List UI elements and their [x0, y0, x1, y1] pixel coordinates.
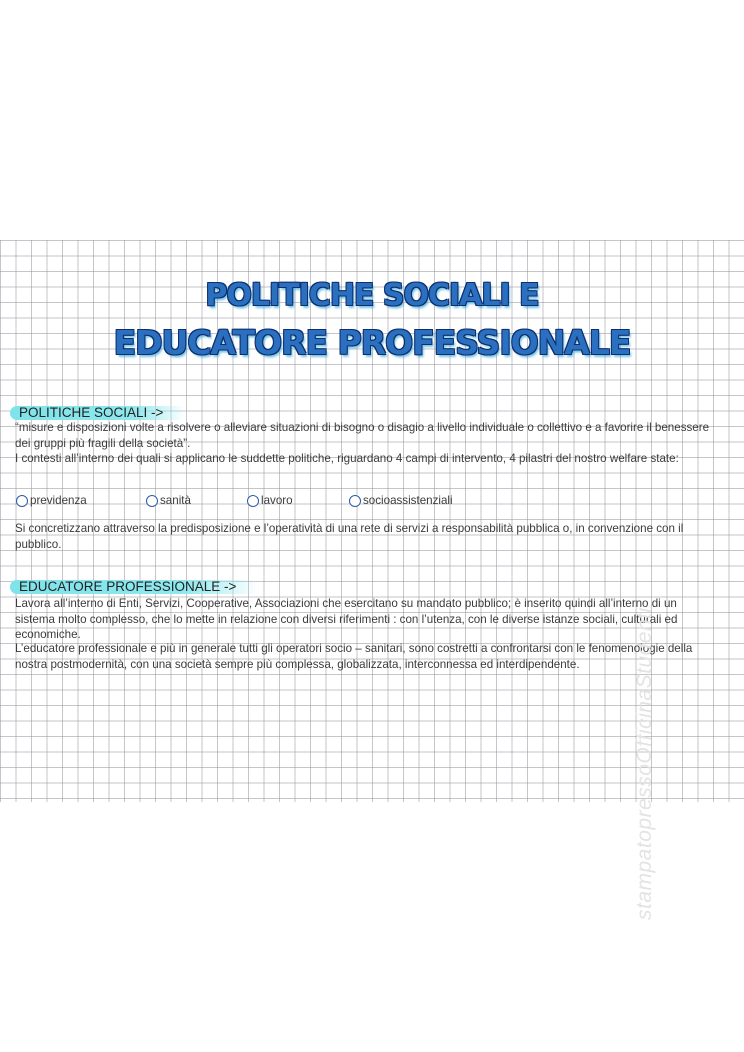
option-socioassistenziali: [349, 493, 453, 508]
option-label: previdenza: [30, 494, 87, 507]
title-line-2: EDUCATORE PROFESSIONALE: [113, 323, 631, 362]
option-label: lavoro: [261, 494, 293, 507]
circle-icon: [247, 495, 259, 507]
circle-icon: [16, 495, 28, 507]
postmodernity-paragraph: L’educatore professionale e più in generale tutti gli operatori socio – sanitari, sono costretti a confrontarsi con le fenomenologie della nostra postmodernità, con una società sempre più complessa, globalizzata, interconnessa ed interdipendente.: [15, 642, 693, 671]
section-label-educatore-professionale: EDUCATORE PROFESSIONALE ->: [10, 580, 258, 594]
title-line-1: POLITICHE SOCIALI E: [205, 278, 539, 313]
definition-quote: “misure e disposizioni volte a risolvere o alleviare situazioni di bisogno o disagio a livello individuale o collettivo e a favorire il benessere dei gruppi più fragili della società”.: [15, 421, 710, 450]
contexts-paragraph: I contesti all’interno dei quali si applicano le suddette politiche, riguardano 4 campi di intervento, 4 pilastri del nostro welfare state:: [15, 452, 679, 465]
option-previdenza: [16, 493, 87, 508]
option-sanita: [146, 493, 191, 508]
concretization-paragraph: Si concretizzano attraverso la predisposizione e l’operatività di una rete di servizi a responsabilità pubblica o, in convenzione con il pubblico.: [15, 522, 684, 551]
option-label: socioassistenziali: [363, 494, 453, 507]
option-lavoro: [247, 493, 293, 508]
circle-icon: [349, 495, 361, 507]
work-context-paragraph: Lavora all’interno di Enti, Servizi, Cooperative, Associazioni che esercitano su mandato pubblico; è inserito quindi all’interno di un sistema molto complesso, che lo mette in relazione con diversi riferimenti : con l’utenza, con le diverse istanze sociali, culturali ed economiche.: [15, 597, 678, 641]
section-label-politiche-sociali: POLITICHE SOCIALI ->: [10, 406, 185, 420]
option-label: sanità: [160, 494, 191, 507]
watermark-text: stampatopressoOfficinaStudenti: [633, 607, 656, 920]
pillars-options: [0, 493, 744, 509]
circle-icon: [146, 495, 158, 507]
